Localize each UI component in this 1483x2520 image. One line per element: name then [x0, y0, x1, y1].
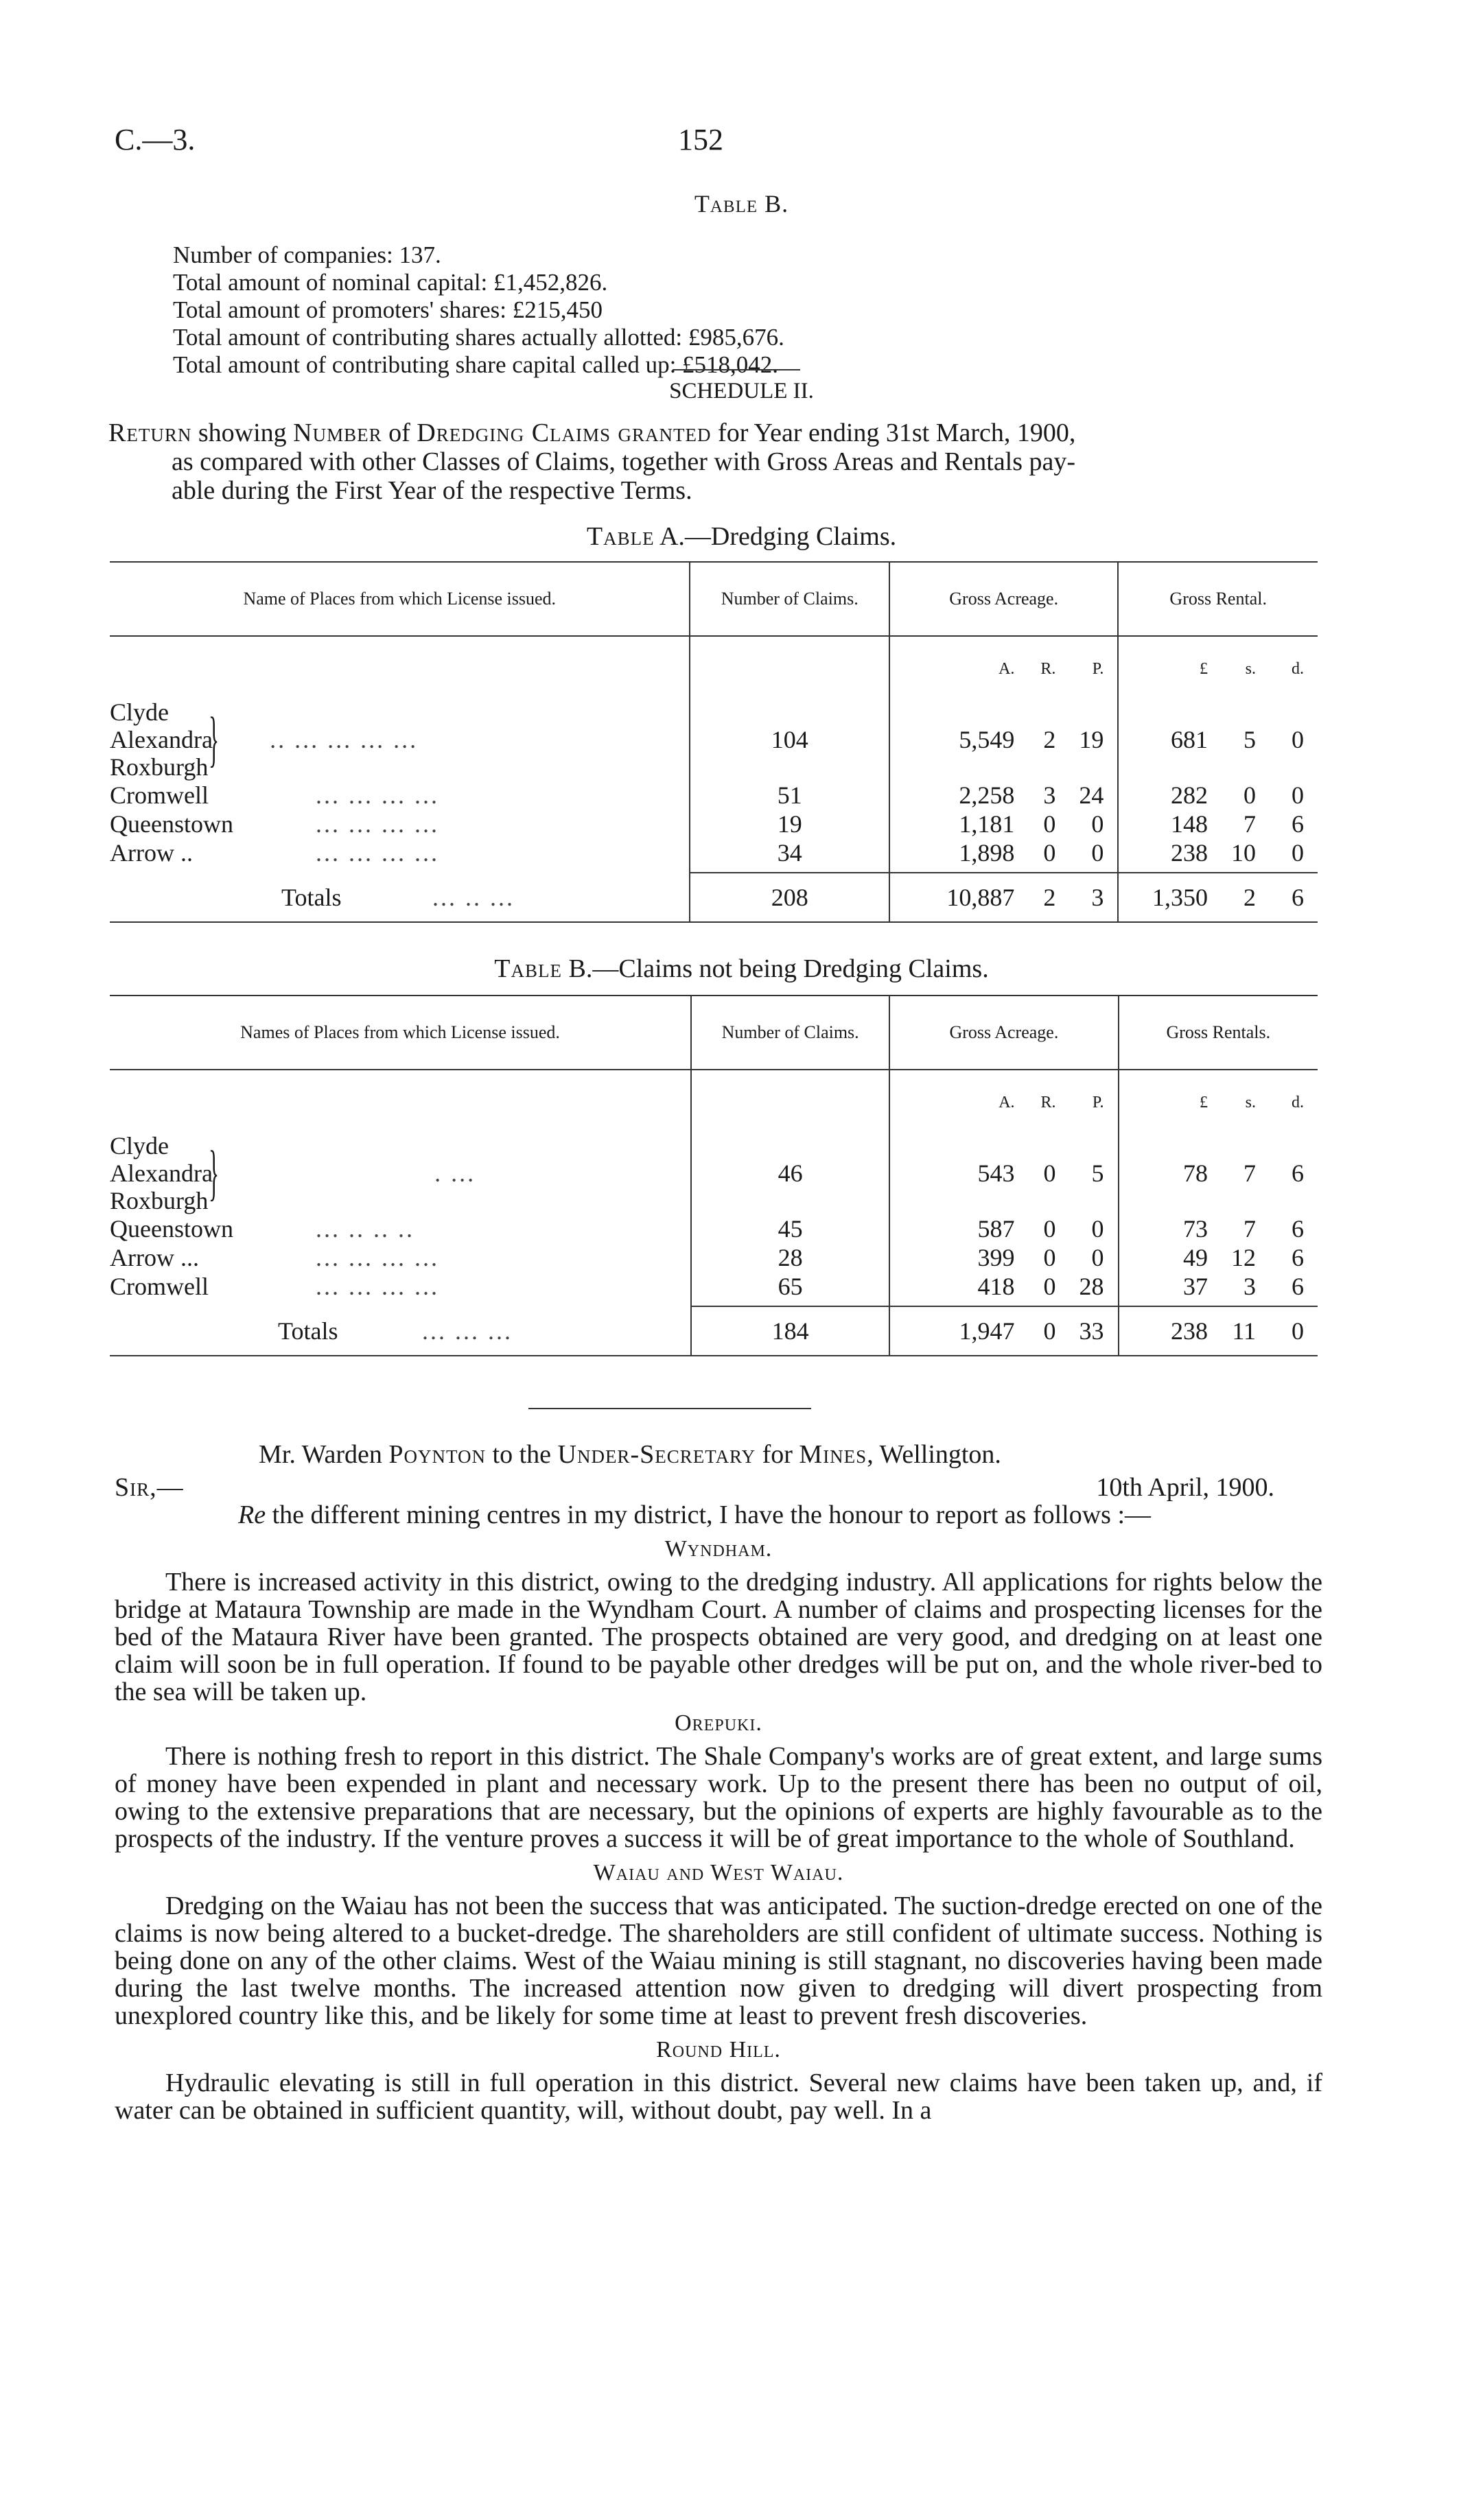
- table-a-dredging-claims: [110, 561, 1318, 923]
- heading-text: to the: [486, 1440, 558, 1469]
- col-header-acreage: Gross Acreage.: [889, 996, 1118, 1070]
- table-row: [110, 838, 1318, 873]
- divider: [673, 369, 800, 370]
- perches: 19: [1079, 726, 1104, 753]
- shillings: 10: [1231, 839, 1256, 867]
- table-a-title-rest: A.—Dredging Claims.: [654, 522, 897, 551]
- leader-dots: ... ... ... ...: [316, 1273, 439, 1300]
- unit-acres: A.: [999, 1094, 1015, 1111]
- summary-line: Total amount of contributing share capital called up: £518,042.: [173, 351, 779, 378]
- divider: [528, 1408, 811, 1409]
- roods-total: 2: [1043, 884, 1056, 911]
- place-name: Roxburgh: [110, 753, 209, 781]
- unit-pounds: £: [1200, 660, 1208, 678]
- schedule-title: SCHEDULE II.: [669, 379, 814, 403]
- return-line-2: as compared with other Classes of Claims, together with Gross Areas and Rentals pay-: [172, 447, 1076, 476]
- section-heading-waiau: Waiau and West Waiau.: [593, 1860, 844, 1885]
- roods: 0: [1043, 1244, 1056, 1271]
- perches: 0: [1091, 1215, 1104, 1243]
- acres: 1,898: [959, 839, 1015, 867]
- brace-symbol: }: [208, 705, 220, 773]
- return-text: showing: [191, 419, 294, 447]
- pence: 0: [1292, 839, 1304, 867]
- shillings: 12: [1231, 1244, 1256, 1271]
- roods-total: 0: [1043, 1317, 1056, 1345]
- place-name: Arrow ...: [110, 1244, 199, 1271]
- table-b-summary-title: Table B.: [694, 190, 789, 217]
- acres-total: 10,887: [946, 884, 1015, 911]
- unit-perches: P.: [1092, 660, 1104, 678]
- intro-text: the different mining centres in my district, I have the honour to report as follows :—: [266, 1500, 1152, 1529]
- pounds: 78: [1183, 1159, 1208, 1187]
- place-name: Arrow ..: [110, 839, 193, 867]
- pence: 6: [1292, 810, 1304, 838]
- paragraph-text: There is nothing fresh to report in this district. The Shale Company's works are of great extent, and large sums of money have been expended in plant and necessary work. Up to the present there has been no output of oil, owing to the extensive preparations that are necessary, but the opinions of experts are highly favourable as to the prospects of the industry. If the venture proves a success it will be of great importance to the whole of Southland.: [115, 1742, 1322, 1853]
- table-row: [110, 1243, 1318, 1272]
- letter-date: 10th April, 1900.: [1096, 1473, 1274, 1502]
- table-b-other-claims: [110, 995, 1318, 1356]
- pounds: 73: [1183, 1215, 1208, 1243]
- leader-dots: ... .. ...: [432, 883, 515, 911]
- leader-dots: ... .. .. ..: [316, 1215, 414, 1243]
- paragraph-text: Hydraulic elevating is still in full operation in this district. Several new claims have been taken up, and, if water can be obtained in sufficient quantity, will, without doubt, pay well. In a: [115, 2069, 1322, 2125]
- acres-total: 1,947: [959, 1317, 1015, 1345]
- intro-re: Re: [238, 1500, 266, 1529]
- header-reference: C.—3.: [115, 123, 196, 156]
- roods: 0: [1043, 839, 1056, 867]
- claims-total: 208: [690, 873, 889, 922]
- letter-body: [115, 1441, 1322, 2124]
- unit-shillings: s.: [1245, 1094, 1256, 1111]
- section-paragraph: [115, 2069, 1322, 2124]
- salutation-row: [115, 1474, 1322, 1501]
- acres: 5,549: [959, 726, 1015, 753]
- unit-roods: R.: [1040, 1094, 1056, 1111]
- perches: 5: [1091, 1159, 1104, 1187]
- pence-total: 6: [1292, 884, 1304, 911]
- summary-line: Total amount of contributing shares actually allotted: £985,676.: [173, 324, 784, 351]
- heading-text: Under-Secretary: [557, 1440, 756, 1469]
- table-b-title-sc: Table: [494, 954, 562, 983]
- summary-line: Total amount of promoters' shares: £215,450: [173, 296, 603, 323]
- table-row: [110, 810, 1318, 838]
- acres: 2,258: [959, 781, 1015, 809]
- acres: 543: [977, 1159, 1015, 1187]
- table-a-title: [0, 521, 1483, 552]
- leader-dots: . ...: [434, 1159, 476, 1187]
- perches-total: 3: [1091, 884, 1104, 911]
- leader-dots: ... ... ... ...: [316, 839, 439, 867]
- pounds: 238: [1171, 839, 1208, 867]
- return-text: Number: [293, 419, 382, 447]
- table-row: [110, 1132, 1318, 1214]
- pounds: 49: [1183, 1244, 1208, 1271]
- col-header-rental: Gross Rental.: [1169, 589, 1267, 609]
- col-header-claims: Number of Claims.: [691, 996, 889, 1070]
- unit-perches: P.: [1092, 1094, 1104, 1111]
- unit-pence: d.: [1292, 660, 1304, 678]
- place-name: Alexandra: [110, 726, 213, 753]
- summary-line: Number of companies: 137.: [173, 242, 441, 268]
- summary-line: Total amount of nominal capital: £1,452,826.: [173, 269, 608, 296]
- shillings: 7: [1243, 810, 1256, 838]
- return-text: Dredging Claims granted: [417, 419, 712, 447]
- heading-text: for: [756, 1440, 799, 1469]
- table-header-row: [110, 996, 1318, 1070]
- claims-count: 45: [691, 1214, 889, 1243]
- roods: 3: [1043, 781, 1056, 809]
- table-header-row: [110, 562, 1318, 636]
- totals-label: Totals: [281, 883, 342, 911]
- perches: 28: [1079, 1273, 1104, 1300]
- section-heading-wyndham: Wyndham.: [664, 1536, 773, 1562]
- table-row: [110, 698, 1318, 781]
- units-row: [110, 1070, 1318, 1132]
- totals-row: [110, 1306, 1318, 1356]
- pence: 0: [1292, 781, 1304, 809]
- units-row: [110, 636, 1318, 698]
- unit-shillings: s.: [1245, 660, 1256, 678]
- unit-pence: d.: [1292, 1094, 1304, 1111]
- col-header-places: Name of Places from which License issued.: [243, 589, 557, 609]
- pence: 0: [1292, 726, 1304, 753]
- section-paragraph: [115, 1892, 1322, 2029]
- shillings-total: 11: [1232, 1317, 1256, 1345]
- perches: 24: [1079, 781, 1104, 809]
- return-word: Return: [108, 419, 192, 447]
- acres: 587: [977, 1215, 1015, 1243]
- claims-total: 184: [691, 1306, 889, 1356]
- roods: 0: [1043, 1215, 1056, 1243]
- pounds: 681: [1171, 726, 1208, 753]
- claims-count: 46: [691, 1132, 889, 1214]
- table-row: [110, 781, 1318, 810]
- return-text: of: [382, 419, 417, 447]
- unit-roods: R.: [1040, 660, 1056, 678]
- roods: 0: [1043, 1159, 1056, 1187]
- section-paragraph: [115, 1743, 1322, 1852]
- table-b-title-rest: B.—Claims not being Dredging Claims.: [562, 954, 989, 983]
- place-name: Clyde: [110, 1132, 169, 1159]
- unit-acres: A.: [999, 660, 1015, 678]
- acres: 1,181: [959, 810, 1015, 838]
- place-name: Queenstown: [110, 1215, 233, 1243]
- pounds-total: 238: [1171, 1317, 1208, 1345]
- place-name: Clyde: [110, 698, 169, 726]
- roods: 2: [1043, 726, 1056, 753]
- place-name: Cromwell: [110, 1273, 209, 1300]
- section-heading-round-hill: Round Hill.: [656, 2037, 781, 2062]
- place-name: Roxburgh: [110, 1187, 209, 1214]
- leader-dots: ... ... ... ...: [316, 810, 439, 838]
- leader-dots: ... ... ... ...: [316, 1244, 439, 1271]
- shillings: 7: [1243, 1159, 1256, 1187]
- place-name: Alexandra: [110, 1159, 213, 1187]
- return-text: for Year ending 31st March, 1900,: [711, 419, 1076, 447]
- heading-text: , Wellington.: [867, 1440, 1001, 1469]
- leader-dots: ... ... ... ...: [316, 781, 439, 809]
- claims-count: 104: [690, 698, 889, 781]
- shillings: 0: [1243, 781, 1256, 809]
- claims-count: 51: [690, 781, 889, 810]
- col-header-places: Names of Places from which License issued.: [240, 1022, 560, 1042]
- acres: 418: [977, 1273, 1015, 1300]
- brace-symbol: }: [208, 1139, 220, 1207]
- pounds: 37: [1183, 1273, 1208, 1300]
- place-name: Cromwell: [110, 781, 209, 809]
- table-row: [110, 1214, 1318, 1243]
- paragraph-text: Dredging on the Waiau has not been the success that was anticipated. The suction-dredge erected on one of the claims is now being altered to a bucket-dredge. The shareholders are still confident of ultimate success. Nothing is being done on any of the other claims. West of the Waiau mining is still stagnant, no discoveries having been made during the last twelve months. The increased attention now given to dredging will divert prospecting from unexplored country like this, and be likely for some time at least to prevent fresh discoveries.: [115, 1892, 1322, 2030]
- totals-label: Totals: [278, 1317, 338, 1345]
- table-b-summary: [173, 242, 784, 379]
- perches-total: 33: [1079, 1317, 1104, 1345]
- pence: 6: [1292, 1159, 1304, 1187]
- pence: 6: [1292, 1244, 1304, 1271]
- heading-text: Mines: [799, 1440, 867, 1469]
- shillings: 5: [1243, 726, 1256, 753]
- letter-heading: [115, 1441, 1322, 1468]
- shillings: 7: [1243, 1215, 1256, 1243]
- claims-count: 34: [690, 838, 889, 873]
- paragraph-text: There is increased activity in this district, owing to the dredging industry. All applications for rights below the bridge at Mataura Township are made in the Wyndham Court. A number of claims and prospecting licenses for the bed of the Mataura River have been granted. The prospects obtained are very good, and dredging on at least one claim will soon be in full operation. If found to be payable other dredges will be put on, and the whole river-bed to the sea will be taken up.: [115, 1568, 1322, 1706]
- pence-total: 0: [1292, 1317, 1304, 1345]
- perches: 0: [1091, 1244, 1104, 1271]
- totals-row: [110, 873, 1318, 922]
- col-header-acreage: Gross Acreage.: [889, 562, 1118, 636]
- pounds: 282: [1171, 781, 1208, 809]
- pounds: 148: [1171, 810, 1208, 838]
- perches: 0: [1091, 839, 1104, 867]
- pounds-total: 1,350: [1152, 884, 1208, 911]
- roods: 0: [1043, 1273, 1056, 1300]
- heading-text: Mr. Warden: [259, 1440, 389, 1469]
- intro-line: [115, 1501, 1322, 1529]
- salutation: Sir,—: [115, 1473, 184, 1502]
- acres: 399: [977, 1244, 1015, 1271]
- pence: 6: [1292, 1273, 1304, 1300]
- roods: 0: [1043, 810, 1056, 838]
- claims-count: 28: [691, 1243, 889, 1272]
- return-description: [108, 419, 1320, 505]
- return-line-3: able during the First Year of the respective Terms.: [172, 476, 692, 505]
- page-number: 152: [678, 123, 723, 156]
- perches: 0: [1091, 810, 1104, 838]
- claims-count: 19: [690, 810, 889, 838]
- section-heading-orepuki: Orepuki.: [675, 1710, 762, 1736]
- place-name: Queenstown: [110, 810, 233, 838]
- shillings-total: 2: [1243, 884, 1256, 911]
- col-header-claims: Number of Claims.: [690, 562, 889, 636]
- claims-count: 65: [691, 1272, 889, 1306]
- pence: 6: [1292, 1215, 1304, 1243]
- table-b-title: [0, 954, 1483, 984]
- leader-dots: ... ... ...: [422, 1317, 513, 1345]
- unit-pounds: £: [1200, 1094, 1208, 1111]
- col-header-rentals: Gross Rentals.: [1166, 1022, 1271, 1042]
- leader-dots: .. ... ... ... ...: [270, 726, 419, 753]
- table-row: [110, 1272, 1318, 1306]
- heading-text: Poynton: [388, 1440, 487, 1469]
- shillings: 3: [1243, 1273, 1256, 1300]
- section-paragraph: [115, 1568, 1322, 1706]
- table-a-title-sc: Table: [586, 522, 655, 551]
